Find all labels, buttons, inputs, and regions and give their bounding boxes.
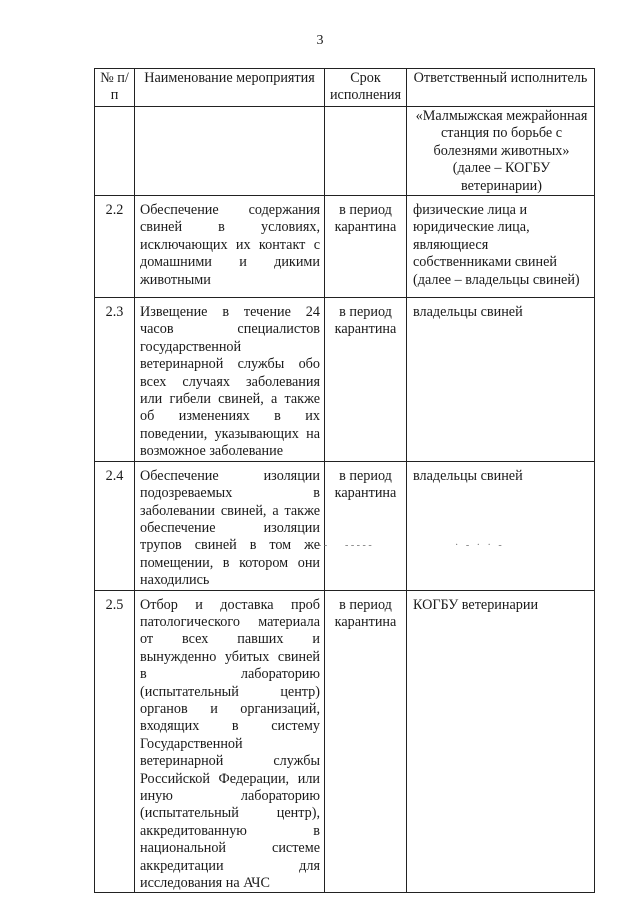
row-name: Обеспечение содержания свиней в условиях, исключающих их контакт с домашними и дикими животными (135, 196, 325, 298)
table-row-continuation (95, 107, 595, 196)
page-number: 3 (316, 33, 324, 48)
header-name: Наименование мероприятия (135, 69, 325, 107)
scan-artifact-dash-1: - - (318, 540, 328, 551)
row-term: в период карантина (325, 298, 407, 462)
header-term: Срок исполнения (325, 69, 407, 107)
table-header-row (95, 69, 595, 107)
row-name: Извещение в течение 24 часов специалистов государственной ветеринарной службы обо всех случаях заболевания или гибели свиней, а также об изменениях в их поведении, указывающих на возможное заболевание (135, 298, 325, 462)
row-name: Обеспечение изоляции подозреваемых в заболевании свиней, а также обеспечение изоляции трупов свиней в том же помещении, в котором они находились (135, 461, 325, 590)
header-responsible: Ответственный исполнитель (407, 69, 595, 107)
row-responsible: владельцы свиней (407, 461, 595, 590)
row-term: в период карантина (325, 461, 407, 590)
row-term (325, 107, 407, 196)
table-row (95, 461, 595, 590)
row-name: Отбор и доставка проб патологического материала от всех павших и вынужденно убитых свиней в лабораторию (испытательный центр) органов и организаций, входящих в систему Государственной ветеринарной службы Российской Федерации, или иную лабораторию (испытательный центр), аккредитованную в национальной системе аккредитации для исследования на АЧС (135, 590, 325, 893)
row-num: 2.3 (95, 298, 135, 462)
row-num: 2.5 (95, 590, 135, 893)
row-term: в период карантина (325, 590, 407, 893)
scan-artifact-dash-2: - - - - - (345, 540, 372, 551)
row-num: 2.4 (95, 461, 135, 590)
measures-table (94, 68, 595, 893)
row-responsible: физические лица и юридические лица, являющиеся собственниками свиней (далее – владельцы свиней) (407, 196, 595, 298)
header-num: № п/п (95, 69, 135, 107)
table-row (95, 196, 595, 298)
row-name (135, 107, 325, 196)
row-responsible: «Малмыжская межрайонная станция по борьбе с болезнями животных» (далее – КОГБУ ветеринарии) (407, 107, 595, 196)
table-row (95, 590, 595, 893)
scan-artifact-dash-3: · - · · - (455, 540, 502, 551)
table-row (95, 298, 595, 462)
row-responsible: владельцы свиней (407, 298, 595, 462)
row-term: в период карантина (325, 196, 407, 298)
row-responsible: КОГБУ ветеринарии (407, 590, 595, 893)
row-num (95, 107, 135, 196)
row-num: 2.2 (95, 196, 135, 298)
